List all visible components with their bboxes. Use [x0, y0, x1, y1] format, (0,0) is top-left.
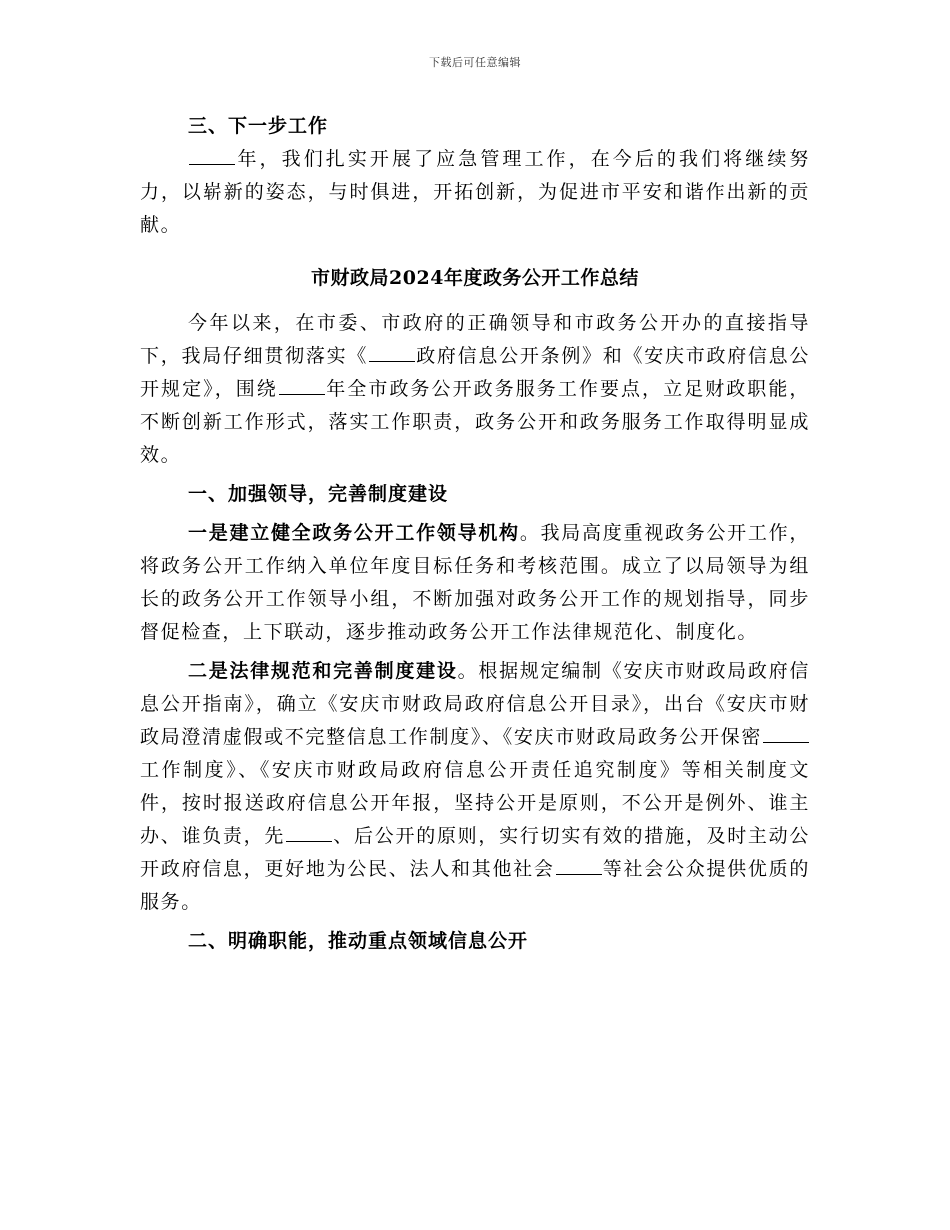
page-header-note: 下载后可任意编辑 [429, 56, 521, 69]
fill-in-blank [189, 150, 235, 165]
paragraph-next-steps [140, 143, 810, 242]
paragraph-text: 今年以来，在市委、市政府的正确领导和市政务公开办的直接指导下，我局仔细贯彻落实《 [140, 312, 810, 367]
paragraph-text: 、后公开的原则，实行切实有效的措施，及时主动公开政府信息，更好地为公民、法人和其他社会 [140, 825, 810, 880]
paragraph-item-1 [140, 517, 810, 649]
fill-in-blank [286, 827, 332, 842]
fill-in-blank [763, 728, 809, 743]
document-title: 市财政局2024年度政务公开工作总结 [311, 267, 639, 289]
fill-in-blank [279, 380, 325, 395]
item-lead: 一是建立健全政务公开工作领导机构 [188, 522, 520, 544]
paragraph-text: 。我局高度重视政务公开工作，将政务公开工作纳入单位年度目标任务和考核范围。成立了以局领导为组长的政务公开工作领导小组，不断加强对政务公开工作的规划指导，同步督促检查，上下联动，逐步推动政务公开工作法律规范化、制度化。 [140, 522, 810, 643]
paragraph-text: 。根据规定编制《安庆市财政局政府信息公开指南》，确立《安庆市财政局政府信息公开目录》，出台《安庆市财政局澄清虚假或不完整信息工作制度》、《安庆市财政局政务公开保密 [140, 660, 810, 748]
paragraph-intro [140, 307, 810, 472]
section-heading-next-steps: 三、下一步工作 [188, 115, 329, 137]
paragraph-text: 工作制度》、《安庆市财政局政府信息公开责任追究制度》等相关制度文件，按时报送政府信息公开年报，坚持公开是原则，不公开是例外、谁主办、谁负责，先 [140, 759, 810, 847]
document-body [140, 110, 810, 958]
paragraph-text: 政府信息公开条例》和《安庆市政府信息公开规定》，围绕 [140, 345, 810, 400]
paragraph-text: 等社会公众提供优质的服务。 [140, 858, 810, 913]
paragraph-text: 年，我们扎实开展了应急管理工作，在今后的我们将继续努力，以崭新的姿态，与时俱进，开拓创新，为促进市平安和谐作出新的贡献。 [140, 148, 810, 236]
paragraph-text: 年全市政务公开政务服务工作要点，立足财政职能，不断创新工作形式，落实工作职责，政务公开和政务服务工作取得明显成效。 [140, 378, 810, 466]
item-lead: 二是法律规范和完善制度建设 [188, 660, 458, 682]
section-heading-2: 二、明确职能，推动重点领域信息公开 [188, 930, 529, 952]
paragraph-item-2 [140, 655, 810, 919]
fill-in-blank [369, 347, 415, 362]
section-heading-1: 一、加强领导，完善制度建设 [188, 483, 449, 505]
fill-in-blank [556, 860, 602, 875]
